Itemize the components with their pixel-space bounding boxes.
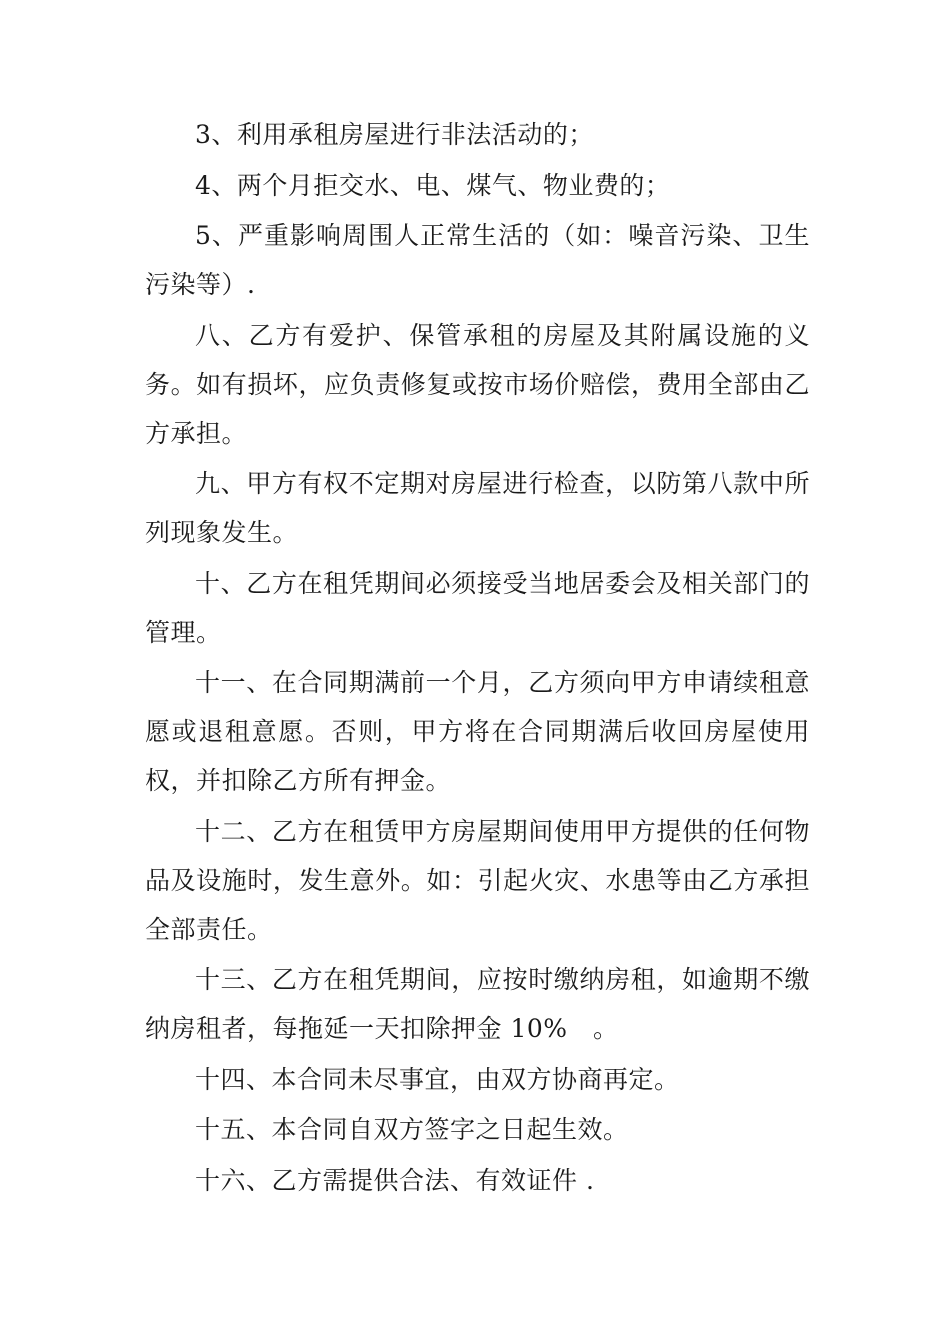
clause-5: 5、严重影响周围人正常生活的（如：噪音污染、卫生污染等）. (145, 221, 810, 299)
document-body (145, 110, 810, 1206)
article-9: 九、甲方有权不定期对房屋进行检查，以防第八款中所列现象发生。 (145, 469, 810, 547)
article-16: 十六、乙方需提供合法、有效证件 . (195, 1165, 595, 1195)
clause-3: 3、利用承租房屋进行非法活动的； (195, 120, 594, 149)
article-12: 十二、乙方在租赁甲方房屋期间使用甲方提供的任何物品及设施时，发生意外。如：引起火灾、水患等由乙方承担全部责任。 (145, 816, 810, 944)
clause-4: 4、两个月拒交水、电、煤气、物业费的； (195, 170, 671, 200)
article-14: 十四、本合同未尽事宜，由双方协商再定。 (195, 1064, 680, 1094)
article-10: 十、乙方在租凭期间必须接受当地居委会及相关部门的管理。 (145, 568, 810, 647)
article-8: 八、乙方有爱护、保管承租的房屋及其附属设施的义务。如有损坏，应负责修复或按市场价赔偿，费用全部由乙方承担。 (145, 320, 810, 448)
article-11: 十一、在合同期满前一个月，乙方须向甲方申请续租意愿或退租意愿。否则，甲方将在合同期满后收回房屋使用权，并扣除乙方所有押金。 (145, 668, 810, 795)
article-15: 十五、本合同自双方签字之日起生效。 (195, 1115, 629, 1144)
article-13: 十三、乙方在租凭期间，应按时缴纳房租，如逾期不缴纳房租者，每拖延一天扣除押金 10% 。 (145, 965, 810, 1043)
